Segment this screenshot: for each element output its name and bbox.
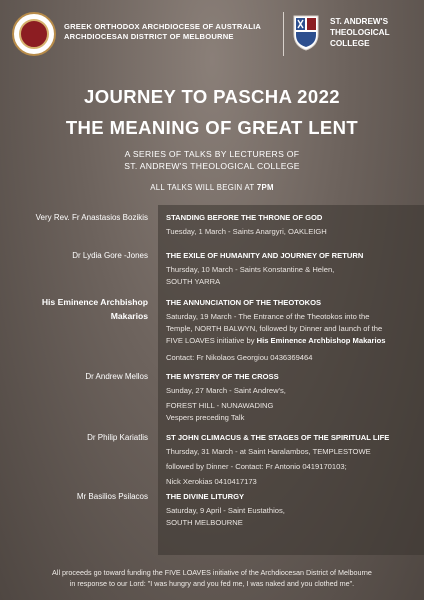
- speaker-name: Dr Andrew Mellos: [85, 372, 148, 381]
- talk-title: THE DIVINE LITURGY: [166, 492, 245, 501]
- talk-title: STANDING BEFORE THE THRONE OF GOD: [166, 213, 323, 222]
- talk-title: ST JOHN CLIMACUS & THE STAGES OF THE SPIRITUAL LIFE: [166, 433, 390, 442]
- talk-details: Sunday, 27 March - Saint Andrew's, FOREST HILL - NUNAWADING Vespers preceding Talk: [166, 386, 286, 422]
- talk-details: Tuesday, 1 March - Saints Anargyri, OAKLEIGH: [166, 227, 327, 236]
- college-name: ST. ANDREW'S THEOLOGICAL COLLEGE: [330, 17, 390, 48]
- subtitle: A SERIES OF TALKS BY LECTURERS OF ST. ANDREW'S THEOLOGICAL COLLEGE: [124, 149, 300, 171]
- speaker-name: Very Rev. Fr Anastasios Bozikis: [35, 213, 148, 222]
- speaker-name: Dr Lydia Gore -Jones: [72, 251, 148, 260]
- title-line-2: THE MEANING OF GREAT LENT: [65, 117, 359, 138]
- speaker-name: His Eminence Archbishop Makarios: [41, 297, 148, 321]
- title-line-1: JOURNEY TO PASCHA 2022: [84, 86, 340, 107]
- footer-note: All proceeds go toward funding the FIVE LOAVES initiative of the Archdiocesan District of Melbourne in response to our Lord: "I was hungry and you fed me, I was naked and you clothed me".: [52, 568, 372, 588]
- college-shield-icon: [292, 14, 320, 52]
- start-time-note: ALL TALKS WILL BEGIN AT 7PM: [150, 183, 274, 192]
- talk-details: Saturday, 19 March - The Entrance of the Theotokos into the Temple, NORTH BALWYN, followed by Dinner and launch of the FIVE LOAVES initiative by His Eminence Archbishop Makarios Contact: Fr Nikolaos Georgiou 0436369464: [166, 312, 386, 363]
- archdiocese-seal-icon: [12, 12, 56, 56]
- talk-details: Thursday, 10 March - Saints Konstantine & Helen, SOUTH YARRA: [166, 265, 335, 286]
- start-time: 7PM: [256, 183, 274, 192]
- speaker-name: Dr Philip Kariatlis: [87, 433, 148, 442]
- talk-details: Thursday, 31 March - at Saint Haralambos, TEMPLESTOWE followed by Dinner - Contact: Fr Antonio 0419170103; Nick Xerokias 0410417173: [166, 447, 371, 486]
- speaker-name: Mr Basilios Psilacos: [76, 492, 148, 501]
- talk-details: Saturday, 9 April - Saint Eustathios, SOUTH MELBOURNE: [166, 506, 285, 527]
- archdiocese-name: GREEK ORTHODOX ARCHDIOCESE OF AUSTRALIA ARCHDIOCESAN DISTRICT OF MELBOURNE: [64, 22, 262, 41]
- header-divider: [283, 12, 284, 56]
- talk-title: THE ANNUNCIATION OF THE THEOTOKOS: [166, 298, 322, 307]
- talk-title: THE EXILE OF HUMANITY AND JOURNEY OF RETURN: [166, 251, 364, 260]
- page-title: [0, 86, 424, 139]
- header: [0, 0, 424, 72]
- talk-title: THE MYSTERY OF THE CROSS: [166, 372, 279, 381]
